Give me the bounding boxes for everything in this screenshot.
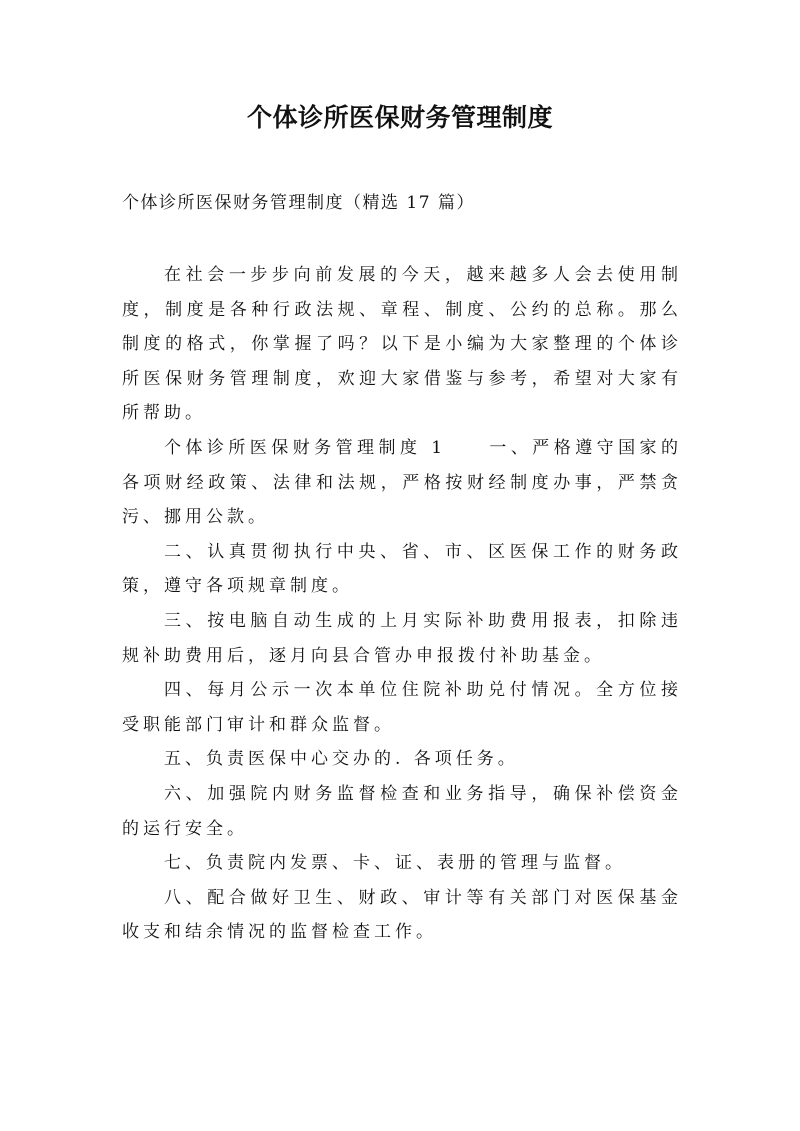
paragraph-rule-6: 六、加强院内财务监督检查和业务指导，确保补偿资金的运行安全。 — [122, 783, 682, 839]
document-body — [122, 258, 682, 950]
document-subtitle: 个体诊所医保财务管理制度（精选 17 篇） — [122, 193, 475, 213]
paragraph-rule-2: 二、认真贯彻执行中央、省、市、区医保工作的财务政策，遵守各项规章制度。 — [122, 541, 682, 597]
paragraph-rule-4: 四、每月公示一次本单位住院补助兑付情况。全方位接受职能部门审计和群众监督。 — [122, 680, 682, 735]
paragraph-rule-1: 个体诊所医保财务管理制度 1 一、严格遵守国家的各项财经政策、法律和法规，严格按财经制度办事，严禁贪污、挪用公款。 — [122, 437, 682, 528]
paragraph-rule-5: 五、负责医保中心交办的. 各项任务。 — [164, 749, 519, 770]
paragraph-rule-3: 三、按电脑自动生成的上月实际补助费用报表，扣除违规补助费用后，逐月向县合管办申报拨付补助基金。 — [122, 610, 682, 666]
paragraph-rule-7: 七、负责院内发票、卡、证、表册的管理与监督。 — [164, 853, 626, 874]
paragraph-rule-8: 八、配合做好卫生、财政、审计等有关部门对医保基金收支和结余情况的监督检查工作。 — [122, 887, 682, 943]
paragraph-intro: 在社会一步步向前发展的今天，越来越多人会去使用制度，制度是各种行政法规、章程、制度、公约的总称。那么制度的格式，你掌握了吗？以下是小编为大家整理的个体诊所医保财务管理制度，欢迎大家借鉴与参考，希望对大家有所帮助。 — [122, 265, 682, 424]
document-title: 个体诊所医保财务管理制度 — [246, 103, 553, 132]
